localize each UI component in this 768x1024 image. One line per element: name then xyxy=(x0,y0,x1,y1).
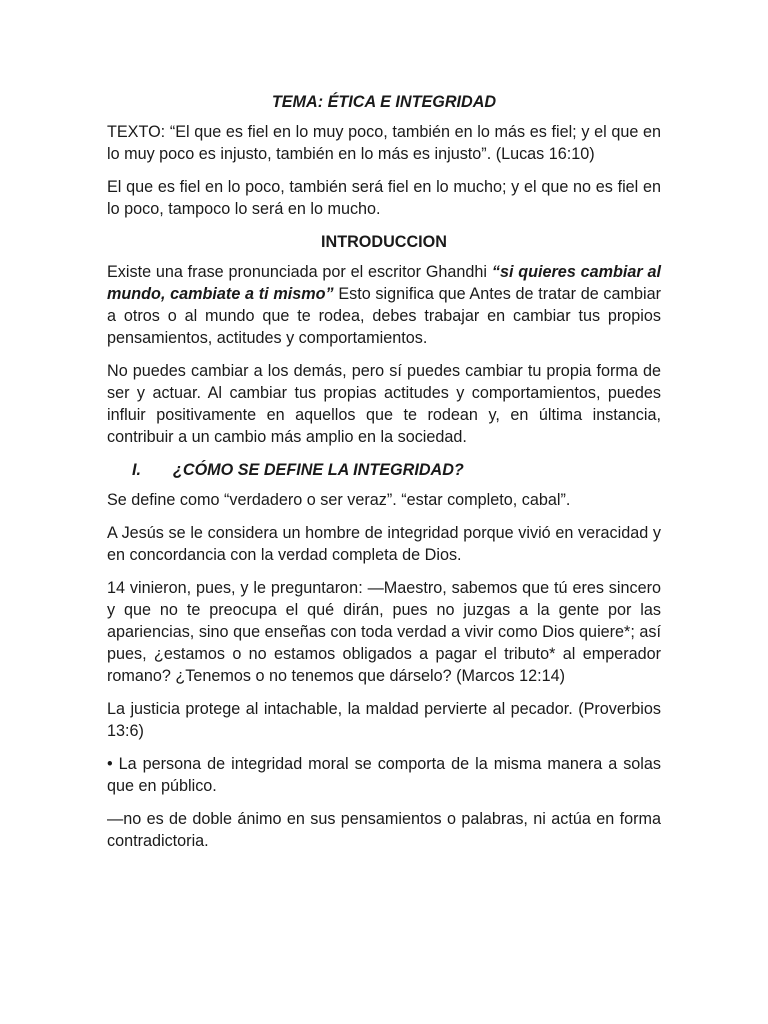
intro-paragraph xyxy=(107,261,661,349)
section-number: I. xyxy=(132,461,141,479)
document-title: TEMA: ÉTICA E INTEGRIDAD xyxy=(271,93,497,111)
marcos-paragraph: 14 vinieron, pues, y le preguntaron: —Maestro, sabemos que tú eres sincero y que no te preocupa el qué dirán, pues no juzgas a la gente por las apariencias, sino que enseñas con toda verdad a vivir como Dios quiere*; así pues, ¿estamos o no estamos obligados a pagar el tributo* al emperador romano? ¿Tenemos o no tenemos que dárselo? (Marcos 12:14) xyxy=(107,579,661,685)
jesus-paragraph: A Jesús se le considera un hombre de integridad porque vivió en veracidad y en concordancia con la verdad completa de Dios. xyxy=(107,524,661,564)
justicia-paragraph: La justicia protege al intachable, la maldad pervierte al pecador. (Proverbios 13:6) xyxy=(107,700,661,740)
define-paragraph: Se define como “verdadero o ser veraz”. “estar completo, cabal”. xyxy=(107,491,571,509)
texto-paragraph: TEXTO: “El que es fiel en lo muy poco, también en lo más es fiel; y el que en lo muy poco es injusto, también en lo más es injusto”. (Lucas 16:10) xyxy=(107,123,661,163)
fiel-paragraph: El que es fiel en lo poco, también será fiel en lo mucho; y el que no es fiel en lo poco, tampoco lo será en lo mucho. xyxy=(107,178,661,218)
doble-paragraph: —no es de doble ánimo en sus pensamientos o palabras, ni actúa en forma contradictoria. xyxy=(107,810,661,850)
ghandhi-quote: “si quieres cambiar al mundo, cambiate a ti mismo” xyxy=(107,263,662,303)
section-heading-1 xyxy=(107,459,661,481)
document-body xyxy=(107,91,661,863)
intro-text-start: Existe una frase pronunciada por el escritor Ghandhi xyxy=(107,263,492,281)
nopuedes-paragraph: No puedes cambiar a los demás, pero sí puedes cambiar tu propia forma de ser y actuar. Al cambiar tus propias actitudes y comportamientos, puedes influir positivamente en aquellos que te rodean y, en última instancia, contribuir a un cambio más amplio en la sociedad. xyxy=(107,362,661,446)
introduccion-heading: INTRODUCCION xyxy=(321,233,447,251)
section-title: ¿CÓMO SE DEFINE LA INTEGRIDAD? xyxy=(173,461,464,479)
persona-paragraph: • La persona de integridad moral se comporta de la misma manera a solas que en público. xyxy=(107,755,661,795)
intro-text-end: Esto significa que Antes de tratar de cambiar a otros o al mundo que te rodea, debes trabajar en cambiar tus propios pensamientos, actitudes y comportamientos. xyxy=(107,285,661,347)
